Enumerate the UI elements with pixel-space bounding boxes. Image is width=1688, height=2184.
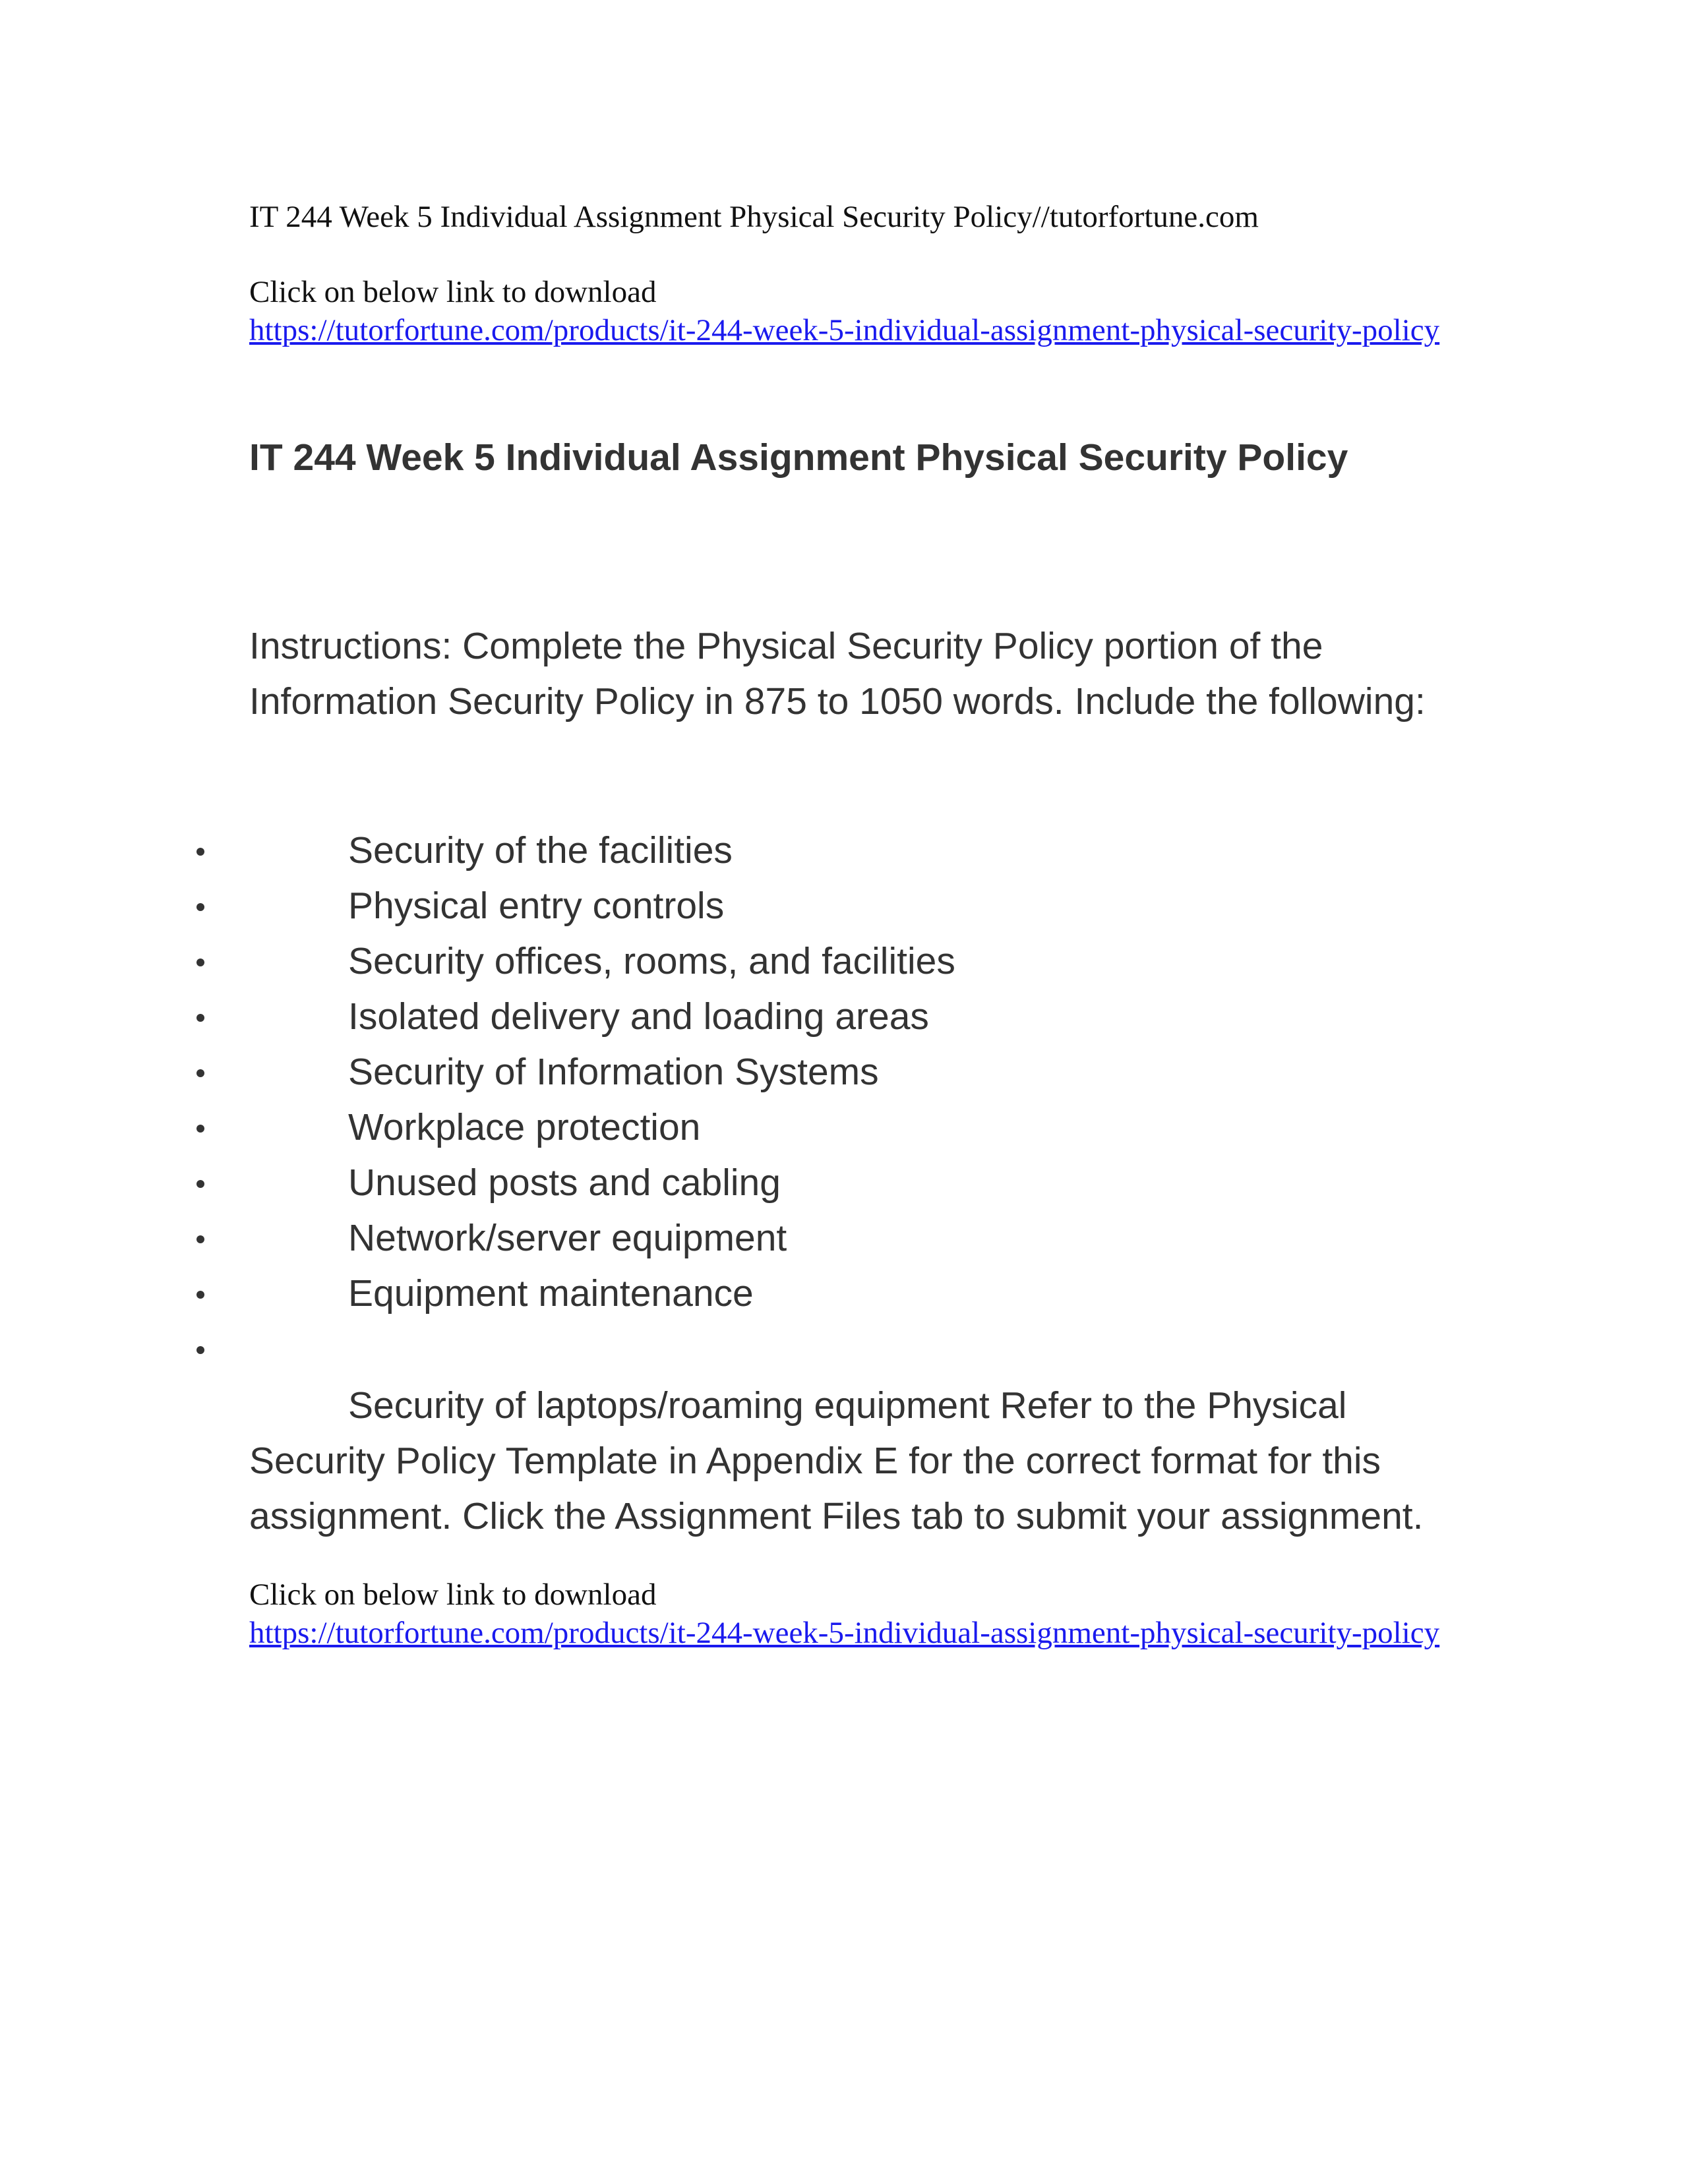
bullet-icon <box>196 1291 204 1299</box>
bullet-icon <box>196 1069 204 1077</box>
document-title-line: IT 244 Week 5 Individual Assignment Physical Security Policy//tutorfortune.com <box>249 200 1259 234</box>
list-item: Unused posts and cabling <box>0 1155 1688 1210</box>
list-item: Physical entry controls <box>0 878 1688 933</box>
list-item <box>0 1321 1688 1376</box>
list-item: Equipment maintenance <box>0 1266 1688 1321</box>
download-block-top <box>249 273 1456 349</box>
requirements-list <box>0 823 1688 1376</box>
bullet-icon <box>196 848 204 856</box>
download-block-bottom <box>249 1576 1456 1652</box>
page-heading: IT 244 Week 5 Individual Assignment Physical Security Policy <box>249 436 1348 479</box>
bullet-icon <box>196 1180 204 1188</box>
list-item: Security offices, rooms, and facilities <box>0 933 1688 989</box>
bullet-icon <box>196 1346 204 1354</box>
download-link[interactable]: https://tutorfortune.com/products/it-244-week-5-individual-assignment-physical-security-policy <box>249 313 1440 347</box>
list-item: Security of Information Systems <box>0 1044 1688 1100</box>
list-item: Network/server equipment <box>0 1210 1688 1266</box>
last-bullet-paragraph <box>249 1378 1476 1544</box>
download-label: Click on below link to download <box>249 275 657 309</box>
bullet-icon <box>196 959 204 966</box>
bullet-icon <box>196 1014 204 1022</box>
list-item: Security of the facilities <box>0 823 1688 878</box>
instructions-paragraph: Instructions: Complete the Physical Security Policy portion of the Information Security Policy in 875 to 1050 words. Include the following: <box>249 625 1426 723</box>
list-item: Isolated delivery and loading areas <box>0 989 1688 1044</box>
last-bullet-text: Security of laptops/roaming equipment Refer to the Physical Security Policy Template in Appendix E for the correct format for this assignment. Click the Assignment Files tab to submit your assignment. <box>249 1384 1424 1537</box>
download-link[interactable]: https://tutorfortune.com/products/it-244-week-5-individual-assignment-physical-security-policy <box>249 1616 1440 1650</box>
bullet-icon <box>196 1125 204 1133</box>
bullet-icon <box>196 1235 204 1243</box>
download-label: Click on below link to download <box>249 1578 657 1612</box>
list-item: Workplace protection <box>0 1100 1688 1155</box>
bullet-icon <box>196 903 204 911</box>
